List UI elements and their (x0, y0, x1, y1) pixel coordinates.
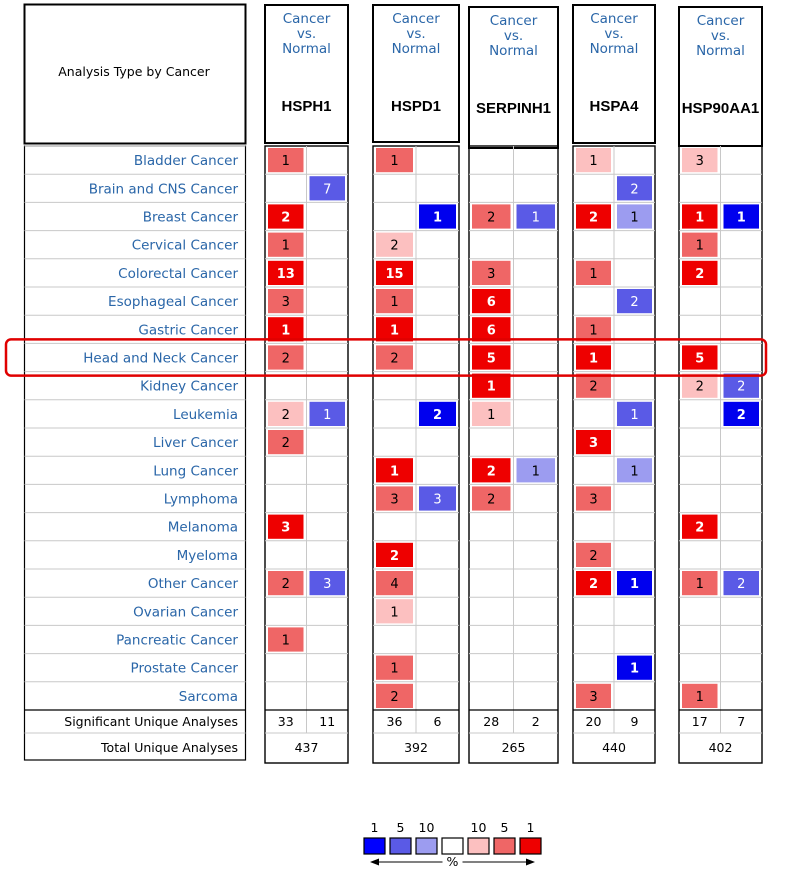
significant-up-hspd1: 36 (386, 714, 403, 729)
cell-up-count: 3 (695, 154, 704, 170)
significant-down-hsph1: 11 (319, 714, 336, 729)
row-label-brain-and-cns-cancer: Brain and CNS Cancer (88, 181, 238, 198)
cell-up-count: 3 (487, 266, 496, 282)
gene-subheader-hsph1: Normal (282, 41, 331, 57)
row-label-pancreatic-cancer: Pancreatic Cancer (116, 632, 238, 649)
gene-subheader-serpinh1: Cancer (489, 13, 538, 29)
gene-name-serpinh1: SERPINH1 (475, 100, 552, 117)
cell-up-count: 1 (390, 661, 399, 677)
row-label-ovarian-cancer: Ovarian Cancer (133, 604, 238, 621)
row-label-esophageal-cancer: Esophageal Cancer (108, 294, 238, 311)
significant-down-hsp90aa1: 7 (737, 714, 746, 729)
cell-down-count: 1 (629, 577, 640, 593)
cell-up-count: 2 (281, 407, 290, 423)
gene-name-hspd1: HSPD1 (390, 98, 442, 115)
cell-up-count: 3 (281, 520, 291, 536)
total-hspd1: 392 (404, 740, 428, 755)
legend-swatch (468, 838, 489, 854)
cell-up-count: 1 (389, 464, 400, 480)
significant-up-hspa4: 20 (585, 714, 602, 729)
cell-down-count: 1 (531, 210, 540, 226)
legend-swatch (416, 838, 437, 854)
significant-down-serpinh1: 2 (531, 714, 540, 729)
total-hsp90aa1: 402 (708, 740, 733, 755)
cell-up-count: 3 (589, 492, 598, 508)
cell-down-count: 3 (433, 492, 442, 508)
gene-subheader-hspa4: vs. (604, 26, 624, 42)
cell-up-count: 4 (390, 577, 399, 593)
cell-up-count: 2 (390, 238, 399, 254)
cell-up-count: 2 (390, 689, 399, 705)
cell-up-count: 2 (589, 548, 598, 564)
footer-label-total: Total Unique Analyses (101, 740, 238, 755)
gene-subheader-hsph1: Cancer (282, 11, 331, 27)
gene-name-hsph1: HSPH1 (281, 98, 332, 115)
cell-up-count: 2 (281, 351, 290, 367)
legend-arrowhead-right (526, 859, 535, 866)
cell-down-count: 2 (737, 379, 746, 395)
gene-name-hspa4: HSPA4 (589, 98, 639, 115)
cell-up-count: 1 (390, 605, 399, 621)
total-hsph1: 437 (294, 740, 319, 755)
cell-up-count: 2 (487, 210, 496, 226)
cell-down-count: 1 (736, 210, 746, 226)
cell-up-count: 2 (486, 464, 496, 480)
header-label: Analysis Type by Cancer (58, 64, 210, 79)
cell-up-count: 2 (487, 492, 496, 508)
cell-up-count: 2 (281, 210, 291, 226)
cell-up-count: 2 (695, 379, 704, 395)
cell-up-count: 3 (281, 295, 290, 311)
cell-up-count: 2 (389, 548, 400, 564)
gene-subheader-serpinh1: vs. (503, 28, 524, 44)
legend-swatch (520, 838, 541, 854)
footer-label-significant: Significant Unique Analyses (64, 714, 238, 729)
cell-up-count: 6 (486, 323, 496, 339)
cell-down-count: 7 (323, 182, 332, 198)
cell-up-count: 2 (588, 577, 599, 593)
cell-up-count: 1 (390, 154, 399, 170)
row-label-myeloma: Myeloma (176, 547, 238, 564)
cell-up-count: 15 (385, 266, 404, 282)
legend-swatch (494, 838, 515, 854)
row-label-lymphoma: Lymphoma (163, 491, 238, 508)
legend-swatch (442, 838, 463, 854)
gene-subheader-hspd1: Normal (391, 41, 441, 57)
row-label-melanoma: Melanoma (167, 519, 238, 536)
cell-down-count: 1 (630, 464, 639, 480)
legend-label: 5 (500, 820, 509, 835)
legend-swatch (390, 838, 411, 854)
gene-subheader-hsp90aa1: Normal (696, 43, 745, 59)
legend-arrowhead-left (370, 859, 379, 866)
gene-subheader-hsp90aa1: Cancer (696, 13, 745, 29)
row-label-colorectal-cancer: Colorectal Cancer (118, 265, 238, 282)
cell-up-count: 1 (389, 323, 400, 339)
significant-down-hspa4: 9 (630, 714, 639, 729)
row-label-prostate-cancer: Prostate Cancer (130, 660, 238, 677)
cell-up-count: 2 (695, 266, 705, 282)
cell-up-count: 3 (589, 689, 598, 705)
significant-up-serpinh1: 28 (483, 714, 500, 729)
cell-down-count: 1 (323, 407, 332, 423)
total-hspa4: 440 (602, 740, 626, 755)
gene-subheader-hspa4: Normal (589, 41, 639, 57)
significant-up-hsph1: 33 (277, 714, 294, 729)
cell-up-count: 5 (486, 351, 496, 367)
cell-up-count: 1 (589, 266, 598, 282)
cell-up-count: 1 (695, 210, 705, 226)
legend-label: 1 (370, 820, 379, 835)
significant-down-hspd1: 6 (433, 714, 442, 729)
row-label-cervical-cancer: Cervical Cancer (131, 237, 238, 254)
significant-up-hsp90aa1: 17 (691, 714, 708, 729)
cell-up-count: 5 (695, 351, 705, 367)
gene-subheader-hsp90aa1: vs. (710, 28, 731, 44)
cell-down-count: 2 (630, 182, 639, 198)
cell-down-count: 2 (737, 577, 746, 593)
row-label-breast-cancer: Breast Cancer (142, 209, 238, 226)
gene-subheader-hspa4: Cancer (590, 11, 638, 27)
row-label-gastric-cancer: Gastric Cancer (138, 322, 238, 339)
cell-up-count: 2 (588, 210, 599, 226)
legend-label: 10 (470, 820, 487, 835)
cell-up-count: 1 (487, 407, 496, 423)
cell-down-count: 2 (630, 295, 639, 311)
cell-up-count: 1 (695, 238, 704, 254)
cell-down-count: 1 (629, 661, 640, 677)
cell-up-count: 2 (281, 577, 290, 593)
row-label-bladder-cancer: Bladder Cancer (133, 153, 238, 170)
cell-down-count: 2 (432, 407, 443, 423)
legend-label: 5 (396, 820, 405, 835)
row-label-liver-cancer: Liver Cancer (153, 435, 238, 452)
cell-up-count: 1 (589, 323, 598, 339)
cell-up-count: 1 (695, 577, 704, 593)
cell-up-count: 1 (281, 154, 290, 170)
legend-swatch (364, 838, 385, 854)
gene-subheader-hsph1: vs. (296, 26, 317, 42)
cell-up-count: 3 (588, 436, 599, 452)
legend-unit: % (446, 854, 459, 869)
cell-up-count: 1 (589, 154, 598, 170)
cell-down-count: 1 (630, 210, 639, 226)
cell-down-count: 1 (531, 464, 540, 480)
legend-label: 1 (526, 820, 535, 835)
cell-down-count: 2 (736, 407, 746, 423)
cell-up-count: 1 (695, 689, 704, 705)
gene-subheader-hspd1: vs. (406, 26, 426, 42)
row-label-other-cancer: Other Cancer (147, 576, 238, 593)
legend-label: 10 (418, 820, 435, 835)
cell-up-count: 3 (390, 492, 399, 508)
cell-up-count: 2 (589, 379, 598, 395)
total-serpinh1: 265 (501, 740, 526, 755)
row-label-leukemia: Leukemia (173, 406, 238, 423)
cell-up-count: 2 (281, 436, 290, 452)
cell-up-count: 1 (486, 379, 496, 395)
cell-up-count: 1 (588, 351, 599, 367)
cell-up-count: 13 (276, 266, 295, 282)
gene-subheader-hspd1: Cancer (392, 11, 440, 27)
row-label-sarcoma: Sarcoma (178, 688, 238, 705)
cell-down-count: 3 (323, 577, 332, 593)
row-label-kidney-cancer: Kidney Cancer (140, 378, 238, 395)
cell-up-count: 6 (486, 295, 496, 311)
cell-up-count: 1 (281, 633, 290, 649)
cell-up-count: 2 (390, 351, 399, 367)
cell-up-count: 1 (281, 238, 290, 254)
gene-name-hsp90aa1: HSP90AA1 (681, 100, 760, 117)
row-label-head-and-neck-cancer: Head and Neck Cancer (83, 350, 238, 367)
cell-down-count: 1 (630, 407, 639, 423)
cell-down-count: 1 (432, 210, 443, 226)
gene-subheader-serpinh1: Normal (489, 43, 538, 59)
cell-up-count: 1 (390, 295, 399, 311)
cell-up-count: 2 (695, 520, 705, 536)
cell-up-count: 1 (281, 323, 291, 339)
row-label-lung-cancer: Lung Cancer (153, 463, 238, 480)
